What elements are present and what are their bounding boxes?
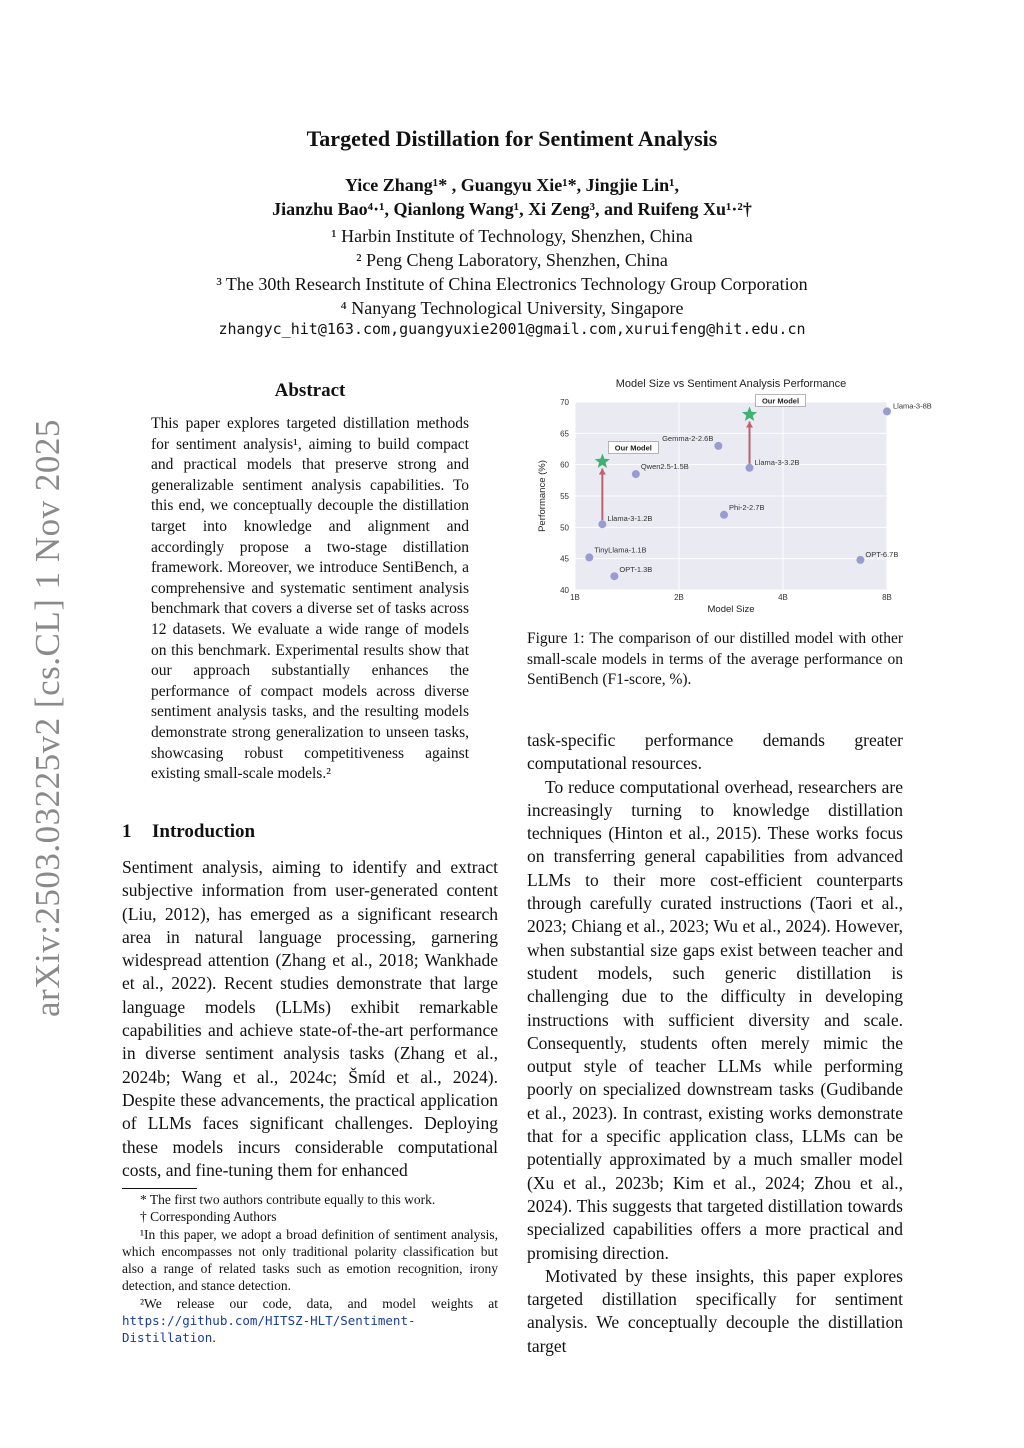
footnote-rule	[122, 1188, 197, 1189]
arxiv-watermark: arXiv:2503.03225v2 [cs.CL] 1 Nov 2025	[28, 419, 67, 1017]
y-tick-label: 50	[560, 523, 569, 533]
y-axis-label: Performance (%)	[537, 460, 548, 532]
author-list	[0, 173, 1024, 221]
intro-paragraph-2: task-specific performance demands greater computational resources.	[527, 730, 903, 774]
point-label: Llama-3-3.2B	[754, 457, 800, 467]
y-tick-label: 65	[560, 429, 569, 439]
y-tick-label: 55	[560, 492, 569, 501]
figure-1-caption: Figure 1: The comparison of our distilled model with other small-scale models in terms of the average performance on SentiBench (F1-score, %).	[527, 630, 903, 689]
abstract-text: This paper explores targeted distillation methods for sentiment analysis¹, aiming to build compact and practical models that preserve strong and generalizable sentiment analysis capabilities. To this end, we conceptually decouple the distillation target into knowledge and alignment and accordingly propose a two-stage distillation framework. Moreover, we introduce SentiBench, a comprehensive and systematic sentiment analysis benchmark that covers a diverse set of tasks across 12 datasets. We evaluate a wide range of models on this benchmark. Experimental results show that our approach substantially enhances the performance of compact models across diverse sentiment analysis tasks, and the resulting models demonstrate strong generalization to unseen tasks, showcasing robust competitiveness against existing small-scale models.²	[151, 415, 469, 783]
data-point	[632, 470, 640, 478]
paper-title: Targeted Distillation for Sentiment Analysis	[306, 126, 718, 151]
intro-right-column	[527, 729, 903, 1358]
point-label: Llama-3-1.2B	[607, 514, 653, 524]
data-point	[856, 556, 864, 564]
chart-title: Model Size vs Sentiment Analysis Performance	[615, 378, 847, 390]
data-point	[746, 464, 754, 472]
intro-left-column	[122, 856, 498, 1182]
point-label: OPT-6.7B	[865, 549, 899, 559]
footnote-2-end: .	[212, 1330, 216, 1346]
y-tick-label: 40	[560, 586, 569, 595]
affiliation-4: ⁴ Nanyang Technological University, Singapore	[340, 298, 684, 318]
point-label: Llama-3-8B	[893, 401, 932, 411]
our-model-label: Our Model	[614, 443, 652, 453]
point-label: OPT-1.3B	[619, 565, 653, 575]
footnote-corresponding: † Corresponding Authors	[140, 1209, 277, 1225]
section-number: 1	[122, 821, 132, 842]
x-axis-label: Model Size	[707, 604, 755, 615]
data-point	[714, 442, 722, 450]
code-link[interactable]: https://github.com/HITSZ-HLT/Sentiment-Distillation	[122, 1313, 416, 1346]
point-label: Phi-2-2.7B	[729, 502, 765, 512]
x-tick-label: 1B	[570, 593, 580, 602]
y-tick-label: 45	[560, 554, 569, 564]
authors-line-1: Yice Zhang¹* , Guangyu Xie¹*, Jingjie Lin¹,	[344, 175, 680, 195]
x-tick-label: 8B	[882, 593, 892, 602]
footnotes	[122, 1191, 498, 1347]
affiliation-3: ³ The 30th Research Institute of China Electronics Technology Group Corporation	[216, 274, 808, 294]
point-label: Qwen2.5-1.5B	[640, 462, 689, 472]
footnote-equal-contribution: * The first two authors contribute equally to this work.	[140, 1192, 436, 1207]
data-point	[610, 572, 618, 580]
x-tick-label: 4B	[778, 593, 788, 602]
intro-paragraph-1: Sentiment analysis, aiming to identify and extract subjective information from user-generated content (Liu, 2012), has emerged as a significant research area in natural language processing, garnering widespread attention (Zhang et al., 2018; Wankhade et al., 2022). Recent studies demonstrate that large language models (LLMs) exhibit remarkable capabilities and achieve state-of-the-art performance in diverse sentiment analysis tasks (Zhang et al., 2024b; Wang et al., 2024c; Šmíd et al., 2024). Despite these advancements, the practical application of LLMs faces significant challenges. Deploying these models incurs considerable computational costs, and fine-tuning them for enhanced	[122, 857, 498, 1180]
intro-paragraph-4: Motivated by these insights, this paper explores targeted distillation specifically for sentiment analysis. We conceptually decouple the distillation target	[527, 1265, 903, 1356]
authors-line-2: Jianzhu Bao⁴·¹, Qianlong Wang¹, Xi Zeng³, and Ruifeng Xu¹·²†	[272, 199, 752, 219]
section-title: Introduction	[152, 821, 256, 842]
data-point	[585, 553, 593, 561]
intro-paragraph-3: To reduce computational overhead, researchers are increasingly turning to knowledge distillation techniques (Hinton et al., 2015). These works focus on transferring general capabilities from advanced LLMs to their more cost-efficient counterparts through carefully curated instructions (Taori et al., 2023; Chiang et al., 2023; Wu et al., 2024). However, when substantial size gaps exist between teacher and student models, such generic distillation is challenging due to the difficulty in developing instructions with sufficient diversity and scale. Consequently, students often merely mimic the output style of teacher LLMs while performing poorly on specialized downstream tasks (Gudibande et al., 2023). In contrast, existing works demonstrate that for a specific application class, LLMs can be potentially approximated by a much smaller model (Xu et al., 2023b; Kim et al., 2024; Zhou et al., 2024). This suggests that targeted distillation towards specialized capabilities offers a more practical and promising direction.	[527, 776, 903, 1263]
data-point	[720, 511, 728, 519]
data-point	[883, 407, 891, 415]
y-tick-label: 60	[560, 460, 569, 470]
affiliation-2: ² Peng Cheng Laboratory, Shenzhen, China	[356, 250, 668, 270]
footnote-1: ¹In this paper, we adopt a broad definition of sentiment analysis, which encompasses not only traditional polarity classification but also a range of related tasks such as emotion recognition, irony detection, and stance detection.	[122, 1226, 498, 1294]
footnote-2-text: ²We release our code, data, and model weights at	[140, 1295, 498, 1311]
affiliation-1: ¹ Harbin Institute of Technology, Shenzhen, China	[331, 226, 693, 246]
our-model-label: Our Model	[761, 396, 800, 406]
section-heading-introduction	[122, 821, 255, 843]
y-tick-label: 70	[560, 398, 569, 407]
affiliations	[0, 224, 1024, 320]
abstract-heading: Abstract	[274, 380, 346, 401]
figure-1-chart	[527, 372, 932, 616]
footnote-2	[122, 1295, 498, 1347]
author-emails: zhangyc_hit@163.com,guangyuxie2001@gmail.com,xuruifeng@hit.edu.cn	[218, 320, 806, 338]
data-point	[598, 520, 606, 528]
point-label: TinyLlama-1.1B	[594, 545, 647, 555]
point-label: Gemma-2-2.6B	[662, 433, 714, 443]
x-tick-label: 2B	[674, 593, 684, 602]
